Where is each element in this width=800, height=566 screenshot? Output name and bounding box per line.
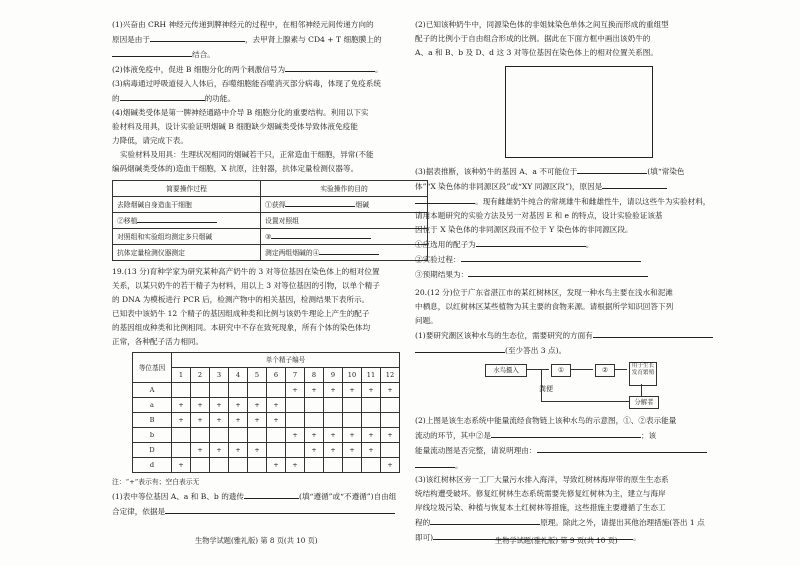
gene-presence-cell: +	[229, 443, 248, 458]
sperm-number-cell: 1	[172, 368, 191, 383]
gene-presence-cell: +	[324, 383, 343, 398]
gene-presence-cell	[343, 413, 362, 428]
answer-blank[interactable]	[120, 91, 205, 101]
table-row	[113, 213, 428, 229]
gene-presence-cell	[172, 443, 191, 458]
table-cell	[261, 229, 428, 245]
cell-text: ③	[265, 233, 272, 241]
q20-3: (3)该红树林区旁一工厂大量污水排入海洋，导致红树林海岸带的原生生态系	[415, 475, 669, 484]
gene-presence-cell: +	[229, 398, 248, 413]
gene-presence-cell: +	[286, 428, 305, 443]
table-row	[133, 413, 400, 428]
feces-label: 粪便	[539, 385, 553, 393]
q19-text: ③预期结果为：	[415, 270, 469, 279]
q20-text: (1)要研究潮区该种水鸟的生态位，需要研究的方面有	[415, 331, 593, 340]
gene-presence-cell	[362, 398, 381, 413]
q20-text: 即可)	[415, 533, 434, 542]
q19-3-part3	[415, 267, 785, 282]
gene-presence-cell: +	[343, 428, 362, 443]
gene-presence-cell	[248, 458, 267, 473]
gene-presence-cell	[343, 458, 362, 473]
gene-presence-cell: +	[381, 458, 400, 473]
gene-presence-cell: +	[267, 413, 286, 428]
gene-presence-cell: +	[172, 413, 191, 428]
q20-3-line5: 即可) 。	[415, 530, 785, 545]
answer-blank[interactable]	[415, 194, 475, 204]
experiment-table	[112, 180, 428, 261]
gene-presence-cell: +	[305, 428, 324, 443]
gene-presence-cell	[191, 458, 210, 473]
table-header: 实验操作的目的	[261, 181, 428, 197]
q18-2: (2)体液免疫中，促进 B 细胞分化的两个刺激信号为 。	[112, 62, 482, 77]
gene-presence-cell	[210, 458, 229, 473]
table-cell: 设置对照组	[261, 213, 428, 229]
page-footer-right: 生物学试题(雅礼版) 第 9 页(共 10 页)	[495, 536, 618, 545]
gene-presence-cell	[229, 383, 248, 398]
q20-line2: 中栖息，以红树林区某些植物为其主要的食物来源。请根据所学知识回答下列	[415, 302, 674, 311]
gene-presence-cell	[248, 428, 267, 443]
table-cell: 对照组和实验组均测定多只烟碱	[113, 229, 261, 245]
q19-text: 合定律，依据是	[112, 507, 166, 516]
q19-line: 19.(13 分)育种学家为研究某种高产奶牛的 3 对等位基因在染色体上的相对位置	[112, 267, 380, 276]
gene-presence-cell: +	[324, 428, 343, 443]
gene-presence-cell: +	[248, 398, 267, 413]
gene-presence-cell	[305, 398, 324, 413]
gene-presence-cell: +	[286, 383, 305, 398]
gene-presence-cell: +	[267, 398, 286, 413]
gene-presence-cell: +	[343, 383, 362, 398]
gene-presence-cell: +	[305, 443, 324, 458]
gene-presence-cell: +	[210, 398, 229, 413]
table-cell: 抗体定量检测仪器测定	[113, 245, 261, 261]
sperm-number-cell: 9	[324, 368, 343, 383]
gene-presence-cell	[343, 398, 362, 413]
q19-2-line2: 配子的比例小于自由组合形成的比例。据此在下面方框中画出该奶牛的	[415, 34, 651, 43]
gene-presence-cell: +	[229, 413, 248, 428]
gene-presence-cell: +	[286, 458, 305, 473]
q19-text: ①应选用的配子为	[415, 240, 476, 249]
table-row	[133, 428, 400, 443]
gene-presence-cell	[267, 428, 286, 443]
gene-presence-cell: +	[210, 443, 229, 458]
q20-3-line3: 岸线垃圾污染、种植与恢复本土红树林等措施，这些措施主要遵循了生态工	[415, 503, 666, 512]
gene-presence-cell: +	[381, 428, 400, 443]
gene-label: A	[133, 383, 172, 398]
sperm-number-cell: 4	[229, 368, 248, 383]
answer-blank[interactable]	[285, 62, 375, 72]
gene-presence-cell	[210, 428, 229, 443]
q19-line: 正常，各种配子活力相同。	[112, 337, 204, 346]
table-note: 注：“+”表示有；空白表示无	[112, 478, 200, 486]
answer-blank[interactable]	[137, 213, 217, 223]
answer-blank[interactable]	[271, 229, 371, 239]
q19-2-line3: A、a 和 B、b 及 D、d 这 3 对等位基因在染色体上的相对位置关系图。	[415, 48, 658, 57]
q19-text: 体”“X 染色体的非同源区段”或“XY 同源区段”)，原因是	[415, 182, 603, 191]
page-footer-left: 生物学试题(雅礼版) 第 8 页(共 10 页)	[195, 536, 318, 545]
q20-1	[415, 328, 785, 343]
gene-presence-cell: +	[172, 398, 191, 413]
sperm-number-cell: 10	[343, 368, 362, 383]
arrow-line	[571, 369, 593, 370]
gene-presence-cell	[305, 413, 324, 428]
q19-text: ②实验过程：	[415, 255, 461, 264]
answer-blank[interactable]	[430, 515, 540, 525]
gene-presence-cell	[324, 398, 343, 413]
gene-presence-cell	[248, 383, 267, 398]
table-row	[113, 197, 428, 213]
gene-presence-cell	[210, 383, 229, 398]
q19-text: (填“常染色	[647, 167, 685, 176]
q18-materials: 实验材料及用具：生理状况相同的烟碱若干只，正常造血干细胞，异常(不能	[120, 150, 374, 159]
q19-2: (2)已知该种奶牛中，同源染色体的非姐妹染色单体之间互换而形成的重组型	[415, 20, 669, 29]
q20-text: ；该	[640, 431, 657, 440]
gene-presence-cell: +	[210, 413, 229, 428]
q18-text: ，去甲肾上腺素与 CD4 + T 细胞膜上的	[244, 35, 382, 44]
q19-3-part2	[415, 252, 785, 267]
gene-presence-cell	[381, 443, 400, 458]
q18-text: 的功能。	[204, 94, 235, 103]
q18-text: 的	[112, 94, 120, 103]
answer-blank[interactable]	[285, 197, 355, 207]
stage-2-box: ②	[595, 364, 615, 377]
gene-presence-cell	[286, 443, 305, 458]
q19-3-line3	[415, 194, 785, 209]
gene-presence-cell: +	[191, 413, 210, 428]
energy-flow-diagram	[455, 360, 685, 412]
q18-3: (3)病毒通过呼吸道侵入人体后，吞噬细胞能吞噬消灭部分病毒，体现了免疫系统	[112, 79, 381, 88]
answer-blank[interactable]	[602, 179, 667, 189]
arrow-line	[641, 384, 642, 396]
gene-presence-cell	[286, 398, 305, 413]
answer-blank[interactable]	[415, 458, 455, 468]
gene-presence-cell	[381, 398, 400, 413]
q18-materials-2: 编码烟碱类受体的)造血干细胞，X 抗原，注射器，抗体定量检测仪器等。	[112, 164, 359, 173]
answer-blank[interactable]	[319, 245, 379, 255]
sperm-number-cell: 11	[362, 368, 381, 383]
table-cell	[261, 245, 428, 261]
q18-4: (4)烟碱类受体是第一脾神经通路中介导 B 细胞分化的重要结构。利用以下实	[112, 108, 369, 117]
table-row	[113, 229, 428, 245]
q19-3-line5: 因位于 X 染色体的非同源区段而不位于 Y 染色体的非同源区段。	[415, 225, 633, 234]
q20-text: 能量流动图是否完整，请说明理由：	[415, 446, 537, 455]
sperm-number-header: 单个精子编号	[172, 353, 400, 368]
gene-presence-cell: +	[248, 413, 267, 428]
decomposer-box: 分解者	[629, 396, 659, 409]
q20-3-line2: 统结构遭受破坏。修复红树林生态系统需要先修复红树林为主，建立与海岸	[415, 489, 666, 498]
answer-blank[interactable]	[593, 328, 713, 338]
table-cell	[113, 213, 261, 229]
q18-text: 结合。	[192, 50, 215, 59]
q19-3-part1: ①应选用的配子为 。	[415, 237, 785, 252]
q20-2-line2	[415, 428, 785, 443]
gene-presence-cell	[191, 428, 210, 443]
gene-label: D	[133, 443, 172, 458]
table-cell	[261, 197, 428, 213]
q19-3-line2	[415, 179, 785, 194]
table-row	[113, 245, 428, 261]
q19-text: (1)表中等位基因 A、a 和 B、b 的遗传	[112, 492, 244, 501]
q19-text: (填“遵循”或“不遵循”)自由组	[299, 492, 397, 501]
gene-presence-cell: +	[267, 458, 286, 473]
q20-text: 程的	[415, 518, 431, 527]
answer-blank[interactable]	[244, 489, 299, 499]
sperm-number-cell: 3	[210, 368, 229, 383]
gene-presence-cell: +	[191, 398, 210, 413]
answer-blank[interactable]	[165, 504, 395, 514]
gene-presence-cell	[229, 458, 248, 473]
q19-line: 已知表中该奶牛 12 个精子的基因组成种类和比例与该奶牛理论上产生的配子	[112, 309, 370, 318]
table-row	[133, 383, 400, 398]
sperm-number-cell: 7	[286, 368, 305, 383]
arrow-line	[615, 369, 627, 370]
arrow-line	[527, 369, 549, 370]
sperm-number-row	[133, 368, 400, 383]
q19-line: 关系，以某只奶牛的若干精子为材料，用以上 3 对等位基因的引物，以单个精子	[112, 281, 380, 290]
drawing-answer-box[interactable]	[505, 66, 653, 158]
q19-3	[415, 164, 785, 179]
q19-text: (3)据表推断，该种奶牛的基因 A、a 不可能位于	[415, 167, 578, 176]
q19-line: 的 DNA 为模板进行 PCR 后，检测产物中的相关基因，检测结果下表所示。	[112, 295, 370, 304]
table-row	[133, 398, 400, 413]
gene-presence-cell	[286, 413, 305, 428]
cell-text: 测定两组烟碱的④	[265, 249, 320, 257]
gene-presence-cell: +	[362, 383, 381, 398]
cell-text: ②移植	[117, 217, 138, 225]
sperm-number-cell: 6	[267, 368, 286, 383]
table-cell: 去除烟碱自身造血干细胞	[113, 197, 261, 213]
sperm-number-cell: 5	[248, 368, 267, 383]
q18-4-line2: 验材料及用具，设计实验证明烟碱 B 细胞缺少烟碱类受体导致体液免疫能	[112, 122, 358, 131]
answer-blank[interactable]	[577, 164, 647, 174]
answer-blank[interactable]	[476, 237, 586, 247]
answer-blank[interactable]	[461, 252, 641, 262]
q20: 20.(12 分)位于广东省湛江市的某红树林区，发现一种水鸟主要在浅水和泥滩	[415, 288, 673, 297]
answer-blank[interactable]	[491, 428, 641, 438]
gene-presence-cell: +	[324, 443, 343, 458]
sperm-gene-table	[132, 352, 400, 473]
gene-column-header: 等位基因	[133, 353, 172, 383]
right-page	[415, 18, 785, 545]
gene-presence-cell	[172, 428, 191, 443]
q20-3-line4	[415, 515, 785, 530]
gene-label: a	[133, 398, 172, 413]
stage-1-box: ①	[551, 364, 571, 377]
q20-text: (至少答出 3 点)。	[505, 346, 567, 355]
intake-box: 水鸟摄入	[485, 364, 527, 377]
gene-presence-cell	[267, 383, 286, 398]
q19-line: 的基因组成种类和比例相同。本研究中不存在致死现象，所有个体的染色体均	[112, 323, 371, 332]
q19-text: 。现有雌雄奶牛纯合的常规雄牛和雌雄性牛，请以这些牛为实验材料，	[475, 197, 711, 206]
gene-label: B	[133, 413, 172, 428]
q18-text: 原因是由于	[112, 35, 150, 44]
sperm-number-cell: 12	[381, 368, 400, 383]
answer-blank[interactable]	[112, 47, 192, 57]
gene-presence-cell	[324, 458, 343, 473]
gene-presence-cell	[362, 458, 381, 473]
growth-box: 用于生长发育繁殖	[629, 362, 657, 386]
q20-line3: 问题。	[415, 316, 438, 325]
cell-text: 烟碱	[355, 201, 370, 209]
gene-presence-cell	[324, 413, 343, 428]
gene-presence-cell: +	[362, 428, 381, 443]
q18-text: (2)体液免疫中，促进 B 细胞分化的两个刺激信号为	[112, 65, 286, 74]
answer-blank[interactable]	[415, 343, 505, 353]
gene-presence-cell	[362, 413, 381, 428]
table-header: 简要操作过程	[113, 181, 261, 197]
sperm-number-cell: 2	[191, 368, 210, 383]
gene-presence-cell: +	[362, 443, 381, 458]
gene-presence-cell: +	[191, 443, 210, 458]
q20-text: 流动的环节，其中②是	[415, 431, 491, 440]
table-row	[133, 458, 400, 473]
gene-label: b	[133, 428, 172, 443]
q20-2: (2)上图是该生态系统中能量流经食物链上该种水鸟的示意图，①、②表示能量	[415, 416, 677, 425]
gene-presence-cell	[172, 383, 191, 398]
gene-presence-cell: +	[172, 458, 191, 473]
q20-1-line2	[415, 343, 785, 358]
sperm-number-cell: 8	[305, 368, 324, 383]
gene-presence-cell: +	[381, 383, 400, 398]
arrow-line	[541, 401, 629, 402]
gene-presence-cell: +	[305, 383, 324, 398]
gene-presence-cell	[267, 443, 286, 458]
q20-2-line4: 。	[415, 458, 785, 473]
gene-presence-cell: +	[248, 443, 267, 458]
answer-blank[interactable]	[468, 267, 648, 277]
cell-text: ①获得	[265, 201, 286, 209]
gene-presence-cell: +	[343, 443, 362, 458]
gene-presence-cell	[305, 458, 324, 473]
q18-1-line: (1)兴奋由 CRH 神经元传递到脾神经元的过程中，在相邻神经元间传递方向的	[112, 20, 374, 29]
gene-presence-cell	[381, 413, 400, 428]
answer-blank[interactable]	[537, 443, 707, 453]
q20-2-line3	[415, 443, 785, 458]
q19-3-line4: 请用本题研究的实验方法及另一对基因 E 和 e 的特点，设计实验验证该基	[415, 211, 663, 220]
gene-presence-cell	[229, 428, 248, 443]
q18-4-line3: 力降低，请完成下表。	[112, 136, 188, 145]
answer-blank[interactable]	[150, 32, 245, 42]
gene-presence-cell	[191, 383, 210, 398]
gene-label: d	[133, 458, 172, 473]
q20-text: 原理。除此之外，请提出其他治理措施(答出 1 点	[540, 518, 705, 527]
table-row	[133, 443, 400, 458]
